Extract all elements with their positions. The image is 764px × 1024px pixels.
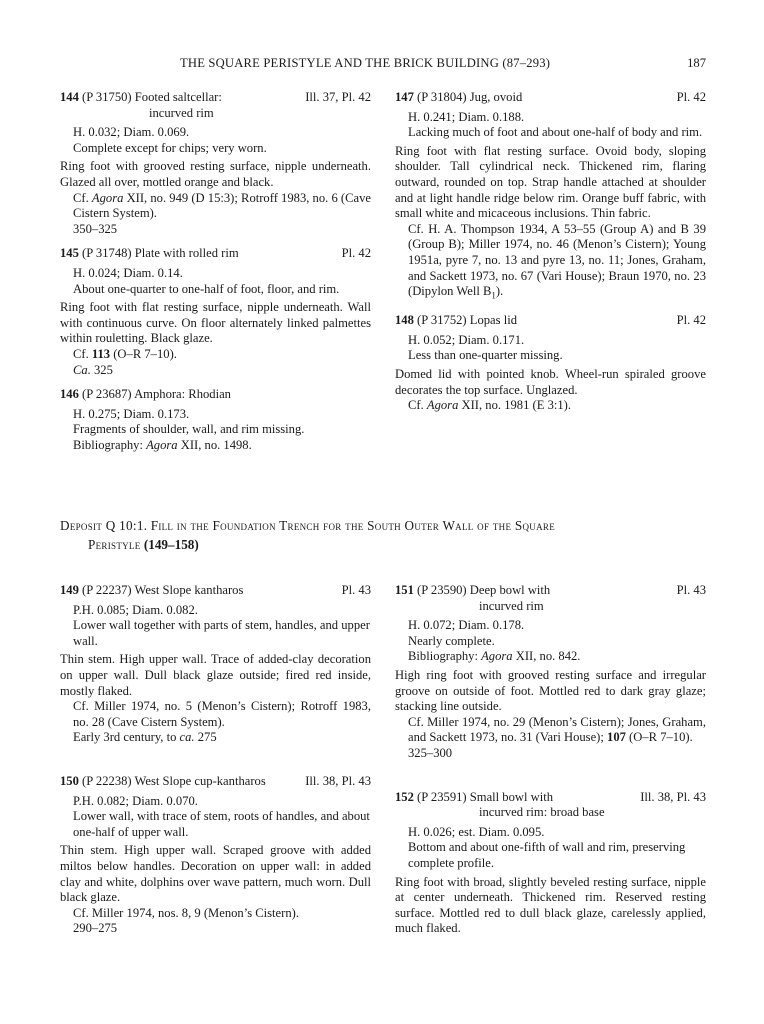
catalog-entry-150 — [60, 774, 371, 937]
entry-heading — [60, 387, 371, 403]
condition: Nearly complete. — [408, 633, 495, 648]
comparanda: Cf. Miller 1974, no. 29 (Menon’s Cistern); Jones, Graham, and Sackett 1973, no. 31 (Vari House); 107 (O–R 7–10). — [408, 714, 706, 745]
object-name: Amphora: Rhodian — [134, 387, 231, 402]
entry-heading — [60, 90, 371, 106]
description: Thin stem. High upper wall. Trace of added-clay decoration on upper wall. Dull black glaze outside; fired red inside, mostly flaked. — [60, 652, 371, 698]
plate-reference: Pl. 43 — [676, 583, 706, 597]
inventory-number: (P 23591) — [417, 789, 467, 804]
plate-reference: Pl. 42 — [676, 313, 706, 328]
condition: Lower wall together with parts of stem, handles, and upper wall. — [73, 618, 370, 648]
left-column-bottom — [60, 583, 371, 937]
bibliography: Bibliography: Agora XII, no. 842. — [408, 649, 581, 664]
deposit-title-continued: Peristyle — [88, 537, 141, 552]
catalog-entry-146 — [60, 387, 371, 453]
entry-heading — [395, 90, 706, 106]
inventory-number: (P 31752) — [417, 313, 467, 328]
inventory-number: (P 22237) — [82, 583, 132, 597]
running-head — [60, 56, 706, 74]
object-name-continued: incurved rim — [149, 105, 214, 120]
condition: Less than one-quarter missing. — [408, 348, 563, 363]
plate-reference: Ill. 38, Pl. 43 — [640, 789, 706, 804]
date: Early 3rd century, to ca. 275 — [73, 730, 217, 745]
dimensions: H. 0.241; Diam. 0.188. — [408, 109, 525, 124]
bibliography: Bibliography: Agora XII, no. 1498. — [73, 437, 252, 452]
deposit-heading-line-2 — [60, 535, 706, 554]
right-column-bottom — [395, 583, 706, 937]
entry-number: 148 — [395, 313, 414, 328]
page-number: 187 — [687, 56, 706, 70]
comparanda: Cf. Miller 1974, no. 5 (Menon’s Cistern); Rotroff 1983, no. 28 (Cave Cistern System). — [73, 699, 371, 729]
object-name: Deep bowl with — [469, 583, 551, 597]
catalog-entry-149 — [60, 583, 371, 746]
dimensions: H. 0.026; est. Diam. 0.095. — [408, 824, 545, 839]
catalog-entry-145 — [60, 246, 371, 378]
condition: About one-quarter to one-half of foot, floor, and rim. — [73, 281, 340, 296]
deposit-title: Fill in the Foundation Trench for the South Outer Wall of the Square — [150, 518, 556, 533]
description: Ring foot with flat resting surface, nipple underneath. Wall with continuous curve. On floor alternately linked palmettes within rouletting. Black glaze. — [60, 300, 371, 346]
entry-heading — [60, 246, 371, 262]
object-name-continued: incurved rim — [479, 598, 544, 613]
plate-reference: Ill. 37, Pl. 42 — [305, 90, 371, 104]
catalog-entry-148 — [395, 313, 706, 414]
object-name: Small bowl with — [469, 789, 554, 804]
description: Ring foot with grooved resting surface, nipple underneath. Glazed all over, mottled orange and black. — [60, 159, 371, 189]
right-column-top — [395, 90, 706, 414]
catalog-entry-147 — [395, 90, 706, 304]
dimensions: H. 0.072; Diam. 0.178. — [408, 618, 525, 633]
comparanda: Cf. Agora XII, no. 1981 (E 3:1). — [408, 398, 571, 413]
entry-number: 151 — [395, 583, 414, 597]
description: Ring foot with flat resting surface. Ovoid body, sloping shoulder. Tall cylindrical neck. Thickened rim, flaring outward, rounded on top. Strap handle attached at shoulder and at light handle ridge below rim. Orange buff fabric, with small white and micaceous inclusions. Thin fabric. — [395, 143, 706, 221]
date: 325–300 — [408, 745, 453, 760]
entry-heading — [60, 583, 371, 599]
inventory-number: (P 31748) — [82, 246, 132, 261]
entry-heading — [395, 313, 706, 329]
object-name: West Slope cup-kantharos — [134, 773, 266, 788]
inventory-number: (P 31750) — [82, 90, 132, 104]
object-name: Lopas lid — [469, 313, 517, 328]
dimensions: H. 0.275; Diam. 0.173. — [73, 406, 190, 421]
entry-number: 152 — [395, 789, 414, 804]
comparanda: Cf. 113 (O–R 7–10). — [73, 346, 177, 361]
object-name-continued: incurved rim: broad base — [479, 805, 605, 820]
dimensions: P.H. 0.085; Diam. 0.082. — [73, 602, 198, 617]
object-name: Footed saltcellar: — [134, 90, 222, 104]
entry-number: 147 — [395, 90, 414, 104]
deposit-heading — [60, 516, 706, 554]
catalog-entry-152 — [395, 790, 706, 937]
plate-reference: Pl. 43 — [341, 583, 371, 597]
condition: Complete except for chips; very worn. — [73, 140, 267, 155]
inventory-number: (P 22238) — [82, 773, 132, 788]
deposit-range: (149–158) — [143, 537, 199, 552]
inventory-number: (P 31804) — [417, 90, 467, 104]
description: Ring foot with broad, slightly beveled resting surface, nipple at center underneath. Thickened rim. Reserved resting surface. Mottled red to dull black glaze, carelessly applied, much flaked. — [395, 874, 706, 936]
dimensions: H. 0.032; Diam. 0.069. — [73, 125, 190, 140]
catalog-entry-151 — [395, 583, 706, 762]
entry-number: 145 — [60, 246, 79, 261]
deposit-heading-line-1 — [60, 516, 706, 535]
description: Domed lid with pointed knob. Wheel-run spiraled groove decorates the top surface. Unglazed. — [395, 367, 706, 397]
date: Ca. 325 — [73, 362, 113, 377]
description: High ring foot with grooved resting surface and irregular groove on outside of foot. Mottled red to dark gray glaze; stacking line outside. — [395, 667, 706, 714]
entry-heading — [395, 790, 706, 806]
deposit-label: Deposit Q 10:1. — [60, 518, 148, 533]
entry-number: 144 — [60, 90, 79, 104]
dimensions: H. 0.024; Diam. 0.14. — [73, 265, 183, 280]
entry-heading — [395, 583, 706, 599]
comparanda: Cf. Miller 1974, nos. 8, 9 (Menon’s Cistern). — [73, 905, 299, 920]
plate-reference: Pl. 42 — [341, 246, 371, 261]
dimensions: P.H. 0.082; Diam. 0.070. — [73, 793, 198, 808]
condition: Lower wall, with trace of stem, roots of handles, and about one-half of upper wall. — [73, 809, 370, 839]
plate-reference: Pl. 42 — [676, 90, 706, 104]
inventory-number: (P 23590) — [417, 583, 467, 597]
inventory-number: (P 23687) — [82, 387, 132, 402]
condition: Fragments of shoulder, wall, and rim missing. — [73, 422, 305, 437]
left-column-top — [60, 90, 371, 453]
comparanda: Cf. Agora XII, no. 949 (D 15:3); Rotroff 1983, no. 6 (Cave Cistern System). — [73, 190, 372, 221]
running-head-title: THE SQUARE PERISTYLE AND THE BRICK BUILDING (87–293) — [180, 56, 551, 70]
entry-heading — [60, 774, 371, 790]
object-name: West Slope kantharos — [134, 583, 244, 597]
object-name: Plate with rolled rim — [134, 246, 239, 261]
plate-reference: Ill. 38, Pl. 43 — [305, 773, 371, 788]
condition: Bottom and about one-fifth of wall and rim, preserving complete profile. — [408, 840, 686, 870]
entry-number: 149 — [60, 583, 79, 597]
object-name: Jug, ovoid — [469, 90, 523, 104]
entry-number: 150 — [60, 773, 79, 788]
date: 290–275 — [73, 921, 118, 936]
comparanda: Cf. H. A. Thompson 1934, A 53–55 (Group A) and B 39 (Group B); Miller 1974, no. 46 (Menon’s Cistern); Young 1951a, pyre 7, no. 13 and pyre 13, no. 11; Jones, Graham, and Sackett 1973, no. 67 (Vari House); Braun 1970, no. 23 (Dipylon Well $B_1$). — [408, 221, 706, 301]
catalog-entry-144 — [60, 90, 371, 237]
date: 350–325 — [73, 221, 118, 236]
condition: Lacking much of foot and about one-half of body and rim. — [408, 125, 703, 140]
dimensions: H. 0.052; Diam. 0.171. — [408, 332, 525, 347]
description: Thin stem. High upper wall. Scraped groove with added miltos below handles. Decoration on upper wall: in added clay and white, dolphins over wave pattern, much worn. Dull black glaze. — [60, 843, 371, 905]
entry-number: 146 — [60, 387, 79, 402]
